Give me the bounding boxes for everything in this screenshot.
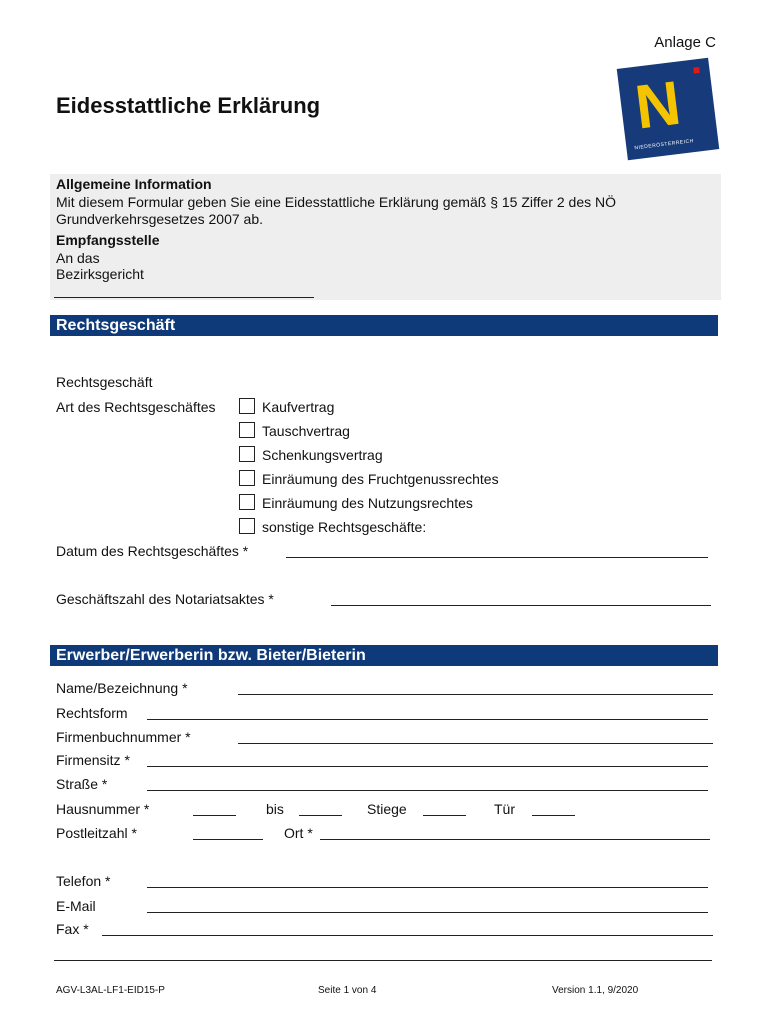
fbn-label: Firmenbuchnummer * xyxy=(56,729,191,745)
tuer-field[interactable] xyxy=(532,815,575,816)
telefon-field[interactable] xyxy=(147,887,708,888)
rechtsform-label: Rechtsform xyxy=(56,705,128,721)
logo-dot xyxy=(693,67,700,74)
option-fruchtgenuss: Einräumung des Fruchtgenussrechtes xyxy=(262,471,499,487)
name-label: Name/Bezeichnung * xyxy=(56,680,188,696)
plz-label: Postleitzahl * xyxy=(56,825,137,841)
info-text-line1: Mit diesem Formular geben Sie eine Eidesstattliche Erklärung gemäß § 15 Ziffer 2 des NÖ xyxy=(56,194,616,210)
anlage-label: Anlage C xyxy=(654,34,716,51)
art-label: Art des Rechtsgeschäftes xyxy=(56,399,216,415)
fax-label: Fax * xyxy=(56,921,89,937)
option-tauschvertrag: Tauschvertrag xyxy=(262,423,350,439)
fax-field[interactable] xyxy=(102,935,713,936)
checkbox-schenkungsvertrag[interactable] xyxy=(239,446,255,462)
checkbox-kaufvertrag[interactable] xyxy=(239,398,255,414)
empfang-line1: An das xyxy=(56,250,100,266)
page-title: Eidesstattliche Erklärung xyxy=(56,93,321,118)
bis-label: bis xyxy=(266,801,284,817)
firmensitz-label: Firmensitz * xyxy=(56,752,130,768)
gz-field[interactable] xyxy=(331,605,711,606)
gz-label: Geschäftszahl des Notariatsaktes * xyxy=(56,591,274,607)
rechtsgeschaeft-label: Rechtsgeschäft xyxy=(56,374,153,390)
footer-code: AGV-L3AL-LF1-EID15-P xyxy=(56,985,165,996)
option-schenkungsvertrag: Schenkungsvertrag xyxy=(262,447,383,463)
datum-field[interactable] xyxy=(286,557,708,558)
strasse-field[interactable] xyxy=(147,790,708,791)
empfang-line2: Bezirksgericht xyxy=(56,266,144,282)
info-heading: Allgemeine Information xyxy=(56,176,212,192)
option-nutzungsrecht: Einräumung des Nutzungsrechtes xyxy=(262,495,473,511)
firmensitz-field[interactable] xyxy=(147,766,708,767)
logo-text: NIEDERÖSTERREICH xyxy=(634,138,695,152)
footer-divider xyxy=(54,960,712,961)
plz-field[interactable] xyxy=(193,839,263,840)
empfang-heading: Empfangsstelle xyxy=(56,232,160,248)
checkbox-nutzungsrecht[interactable] xyxy=(239,494,255,510)
datum-label: Datum des Rechtsgeschäftes * xyxy=(56,543,249,559)
stiege-label: Stiege xyxy=(367,801,407,817)
telefon-label: Telefon * xyxy=(56,873,111,889)
ort-label: Ort * xyxy=(284,825,313,841)
email-label: E-Mail xyxy=(56,898,96,914)
section-erwerber: Erwerber/Erwerberin bzw. Bieter/Bieterin xyxy=(50,645,718,666)
stiege-field[interactable] xyxy=(423,815,466,816)
option-kaufvertrag: Kaufvertrag xyxy=(262,399,335,415)
section-rechtsgeschaeft: Rechtsgeschäft xyxy=(50,315,718,336)
option-sonstige: sonstige Rechtsgeschäfte: xyxy=(262,519,427,535)
footer-version: Version 1.1, 9/2020 xyxy=(552,985,639,996)
logo-letter: N xyxy=(631,68,685,143)
rechtsform-field[interactable] xyxy=(147,719,708,720)
hausnummer-label: Hausnummer * xyxy=(56,801,150,817)
checkbox-tauschvertrag[interactable] xyxy=(239,422,255,438)
checkbox-sonstige[interactable] xyxy=(239,518,255,534)
fbn-field[interactable] xyxy=(238,743,713,744)
tuer-label: Tür xyxy=(494,801,515,817)
bezirksgericht-field[interactable] xyxy=(54,297,314,298)
checkbox-fruchtgenuss[interactable] xyxy=(239,470,255,486)
email-field[interactable] xyxy=(147,912,708,913)
bis-field[interactable] xyxy=(299,815,342,816)
info-text-line2: Grundverkehrsgesetzes 2007 ab. xyxy=(56,211,264,227)
hausnummer-field[interactable] xyxy=(193,815,236,816)
name-field[interactable] xyxy=(238,694,713,695)
noe-logo xyxy=(617,58,720,161)
footer-page: Seite 1 von 4 xyxy=(318,985,377,996)
strasse-label: Straße * xyxy=(56,776,108,792)
ort-field[interactable] xyxy=(320,839,710,840)
